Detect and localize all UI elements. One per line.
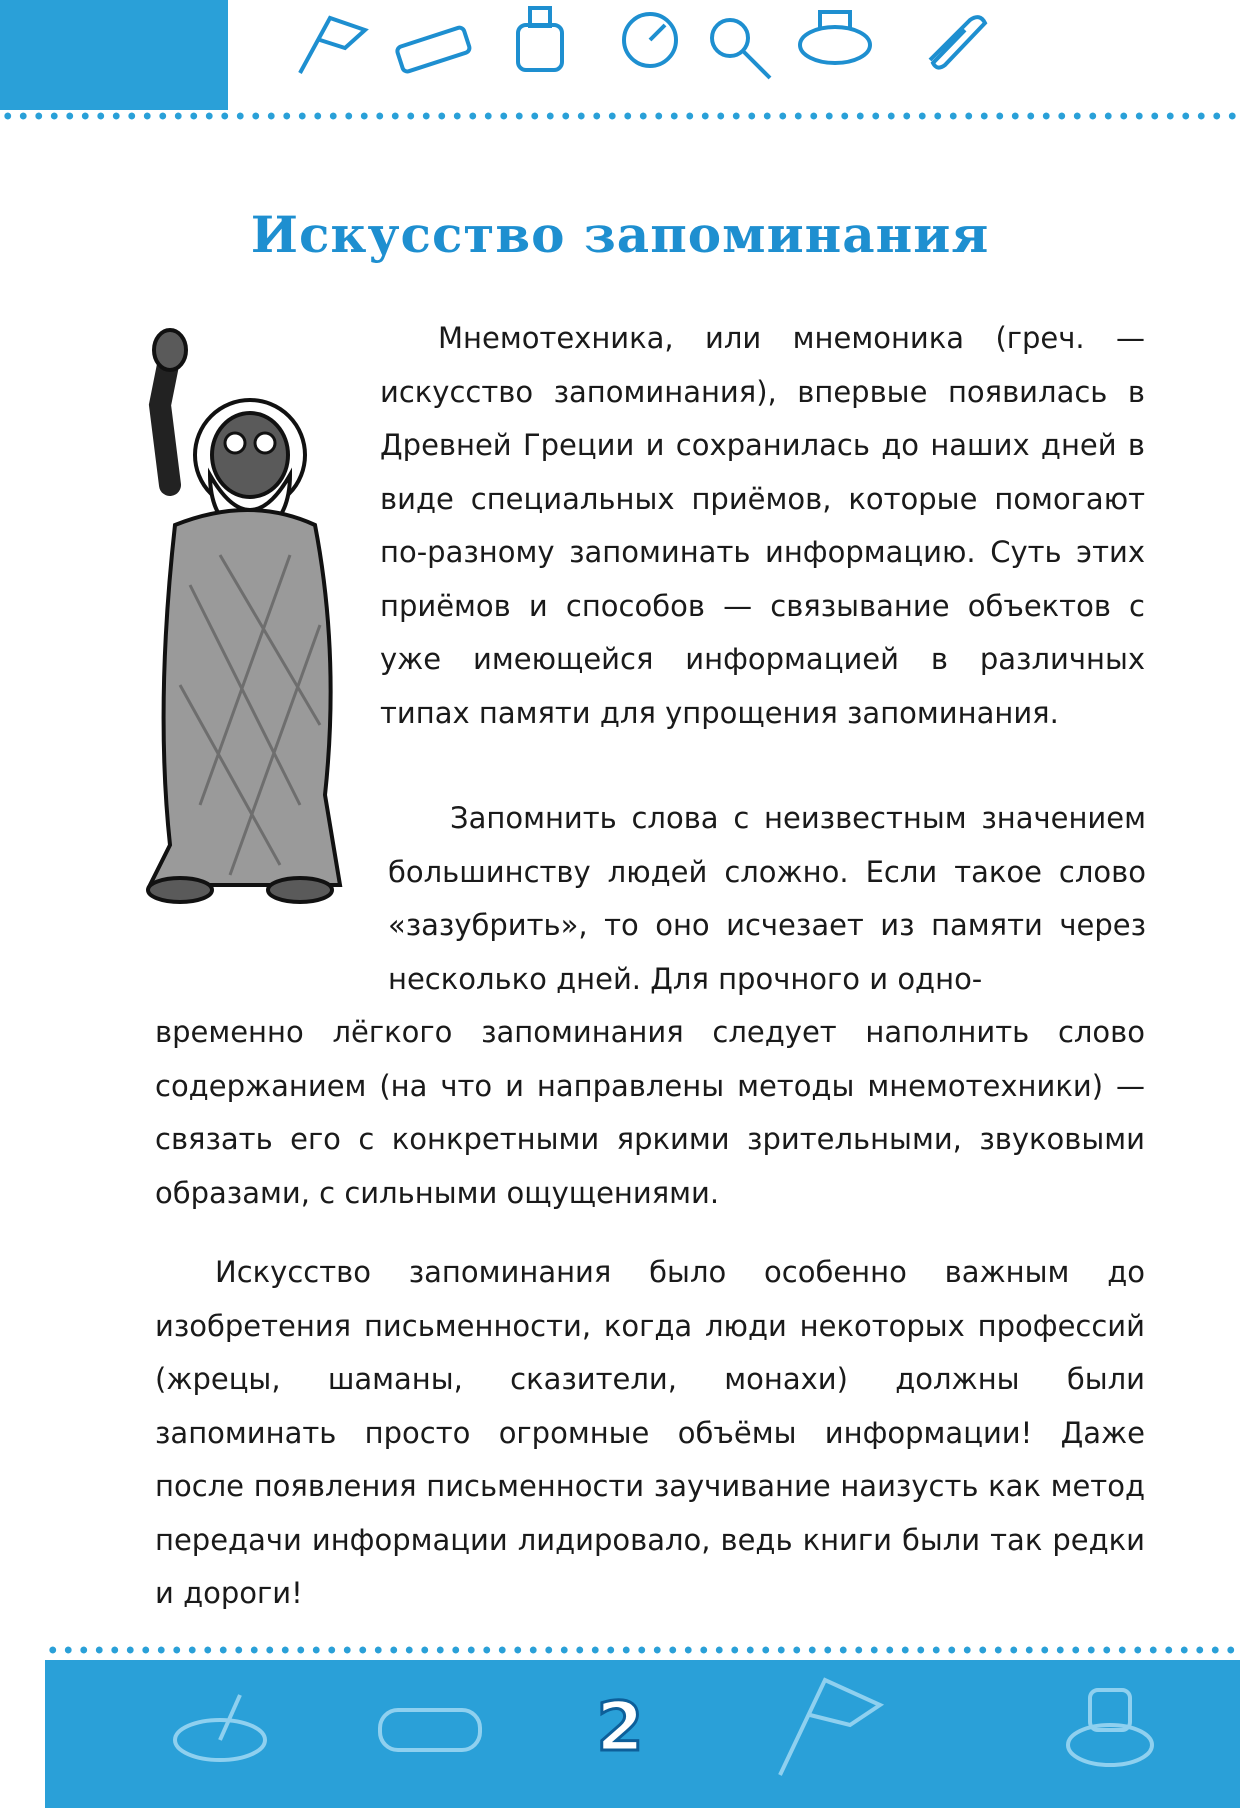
header-dotted-line	[0, 112, 1240, 120]
paragraph-intro: Мнемотехника, или мнемоника (греч. — искусство запоминания), впервые появилась в Древней Греции и сохранилась до наших дней в виде специальных приёмов, которые помогают по-разному запоминать информацию. Суть этих приёмов и способов — связывание объектов с уже имеющейся информацией в различных типах памяти для упрощения запоминания.	[380, 321, 1145, 730]
header-band	[0, 0, 1240, 118]
ancient-greek-sage-icon	[140, 325, 370, 935]
pushpin-icon	[700, 8, 780, 88]
compass-icon	[615, 5, 685, 75]
header-decoration	[250, 0, 1240, 100]
footer-dotted-line	[45, 1646, 1240, 1654]
flag-icon	[290, 8, 380, 78]
page-number: 2	[596, 1688, 644, 1767]
header-corner-block	[0, 0, 228, 110]
paragraph-history: Искусство запоминания было особенно важным до изобретения письменности, когда люди некоторых профессий (жрецы, шаманы, сказители, монахи) должны были запоминать просто огромные объёмы информации! Даже после появления письменности заучивание наизусть как метод передачи информации лидировало, ведь книги были так редки и дороги!	[155, 1255, 1145, 1610]
page-title: Искусство запоминания	[250, 205, 990, 264]
inkpot-icon	[790, 0, 880, 70]
paragraph-words-start: Запомнить слова с неизвестным значением большинству людей сложно. Если такое слово «зазубрить», то оно исчезает из памяти через несколько дней. Для прочного и одно-	[388, 801, 1146, 996]
paragraph-words-end: временно лёгкого запоминания следует наполнить слово содержанием (на что и направлены методы мнемотехники) — связать его с конкретными яркими зрительными, звуковыми образами, с сильными ощущениями.	[155, 1015, 1145, 1210]
paperclip-icon	[915, 5, 995, 75]
eraser-icon	[390, 18, 480, 78]
ink-bottle-icon	[500, 0, 580, 80]
